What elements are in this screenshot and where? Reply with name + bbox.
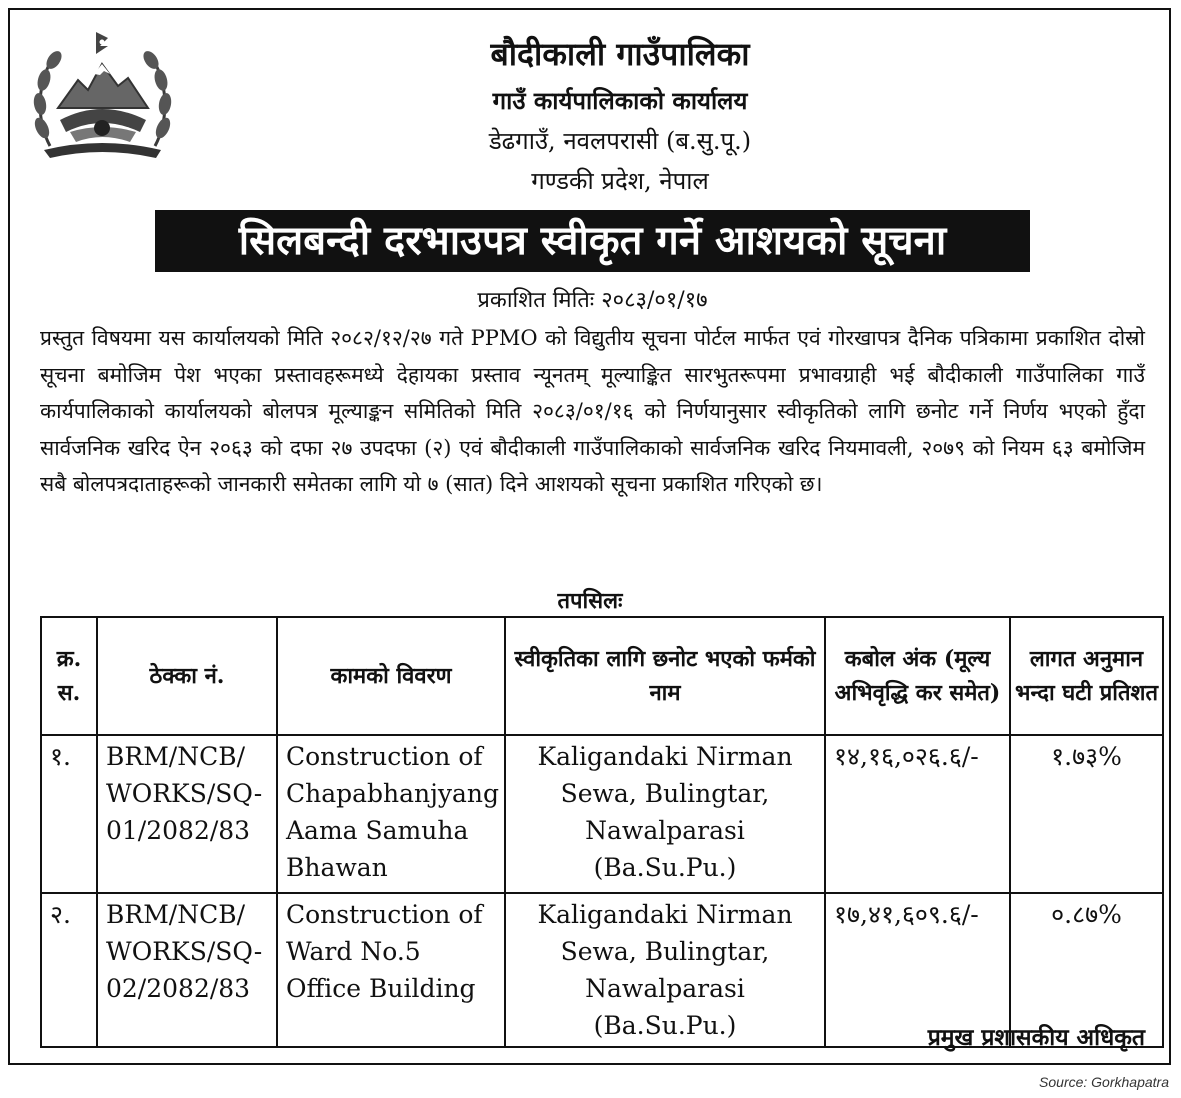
- office-province: गण्डकी प्रदेश, नेपाल: [531, 167, 709, 195]
- header-sn: क्र. स.: [41, 617, 97, 735]
- source-credit: Source: Gorkhapatra: [1039, 1074, 1169, 1090]
- table-row: [41, 735, 1163, 893]
- cell-amount: १४,१६,०२६.६/-: [825, 735, 1010, 893]
- cell-firm: Kaligandaki Nirman Sewa, Bulingtar, Nawalparasi (Ba.Su.Pu.): [505, 735, 825, 893]
- cell-percent: ०.८७%: [1010, 893, 1163, 1047]
- table-header-row: [41, 617, 1163, 735]
- cell-description: Construction of Chapabhanjyang Aama Samuha Bhawan: [277, 735, 505, 893]
- cell-firm: Kaligandaki Nirman Sewa, Bulingtar, Nawalparasi (Ba.Su.Pu.): [505, 893, 825, 1047]
- header-description: कामको विवरण: [277, 617, 505, 735]
- cell-contract-no: BRM/NCB/ WORKS/SQ-01/2082/83: [97, 735, 277, 893]
- cell-contract-no: BRM/NCB/ WORKS/SQ-02/2082/83: [97, 893, 277, 1047]
- cell-percent: १.७३%: [1010, 735, 1163, 893]
- header-amount: कबोल अंक (मूल्य अभिवृद्धि कर समेत): [825, 617, 1010, 735]
- notice-title: सिलबन्दी दरभाउपत्र स्वीकृत गर्ने आशयको सूचना: [155, 210, 1030, 272]
- cell-sn: १.: [41, 735, 97, 893]
- notice-body: प्रस्तुत विषयमा यस कार्यालयको मिति २०८२/१२/२७ गते PPMO को विद्युतीय सूचना पोर्टल मार्फत एवं गोरखापत्र दैनिक पत्रिकामा प्रकाशित दोस्रो सूचना बमोजिम पेश भएका प्रस्तावहरूमध्ये देहायका प्रस्ताव न्यूनतम् मूल्याङ्कित सारभुतरूपमा प्रभावग्राही भई बौदीकाली गाउँपालिका गाउँ कार्यपालिकाको कार्यालयको बोलपत्र मूल्याङ्कन समितिको मिति २०८३/०१/१६ को निर्णयानुसार स्वीकृतिको लागि छनोट गर्ने निर्णय भएको हुँदा सार्वजनिक खरिद ऐन २०६३ को दफा २७ उपदफा (२) एवं बौदीकाली गाउँपालिकाको सार्वजनिक खरिद नियमावली, २०७९ को नियम ६३ बमोजिम सबै बोलपत्रदाताहरूको जानकारी समेतका लागि यो ७ (सात) दिने आशयको सूचना प्रकाशित गरिएको छ।: [40, 326, 1145, 496]
- header-firm: स्वीकृतिका लागि छनोट भएको फर्मको नाम: [505, 617, 825, 735]
- cell-amount: १७,४१,६०९.६/-: [825, 893, 1010, 1047]
- office-address: डेढगाउँ, नवलपरासी (ब.सु.पू.): [488, 127, 752, 155]
- cell-description: Construction of Ward No.5 Office Building: [277, 893, 505, 1047]
- nepal-government-emblem: [30, 28, 175, 160]
- header-contract-no: ठेक्का नं.: [97, 617, 277, 735]
- office-subtitle: गाउँ कार्यपालिकाको कार्यालय: [492, 86, 748, 115]
- header-percent: लागत अनुमान भन्दा घटी प्रतिशत: [1010, 617, 1163, 735]
- award-table: [40, 616, 1164, 1048]
- publish-date: प्रकाशित मितिः २०८३/०१/१७: [477, 288, 708, 313]
- details-heading: तपसिलः: [557, 588, 623, 614]
- office-name: बौदीकाली गाउँपालिका: [490, 35, 750, 73]
- signature-title: प्रमुख प्रशासकीय अधिकृत: [927, 1024, 1145, 1051]
- cell-sn: २.: [41, 893, 97, 1047]
